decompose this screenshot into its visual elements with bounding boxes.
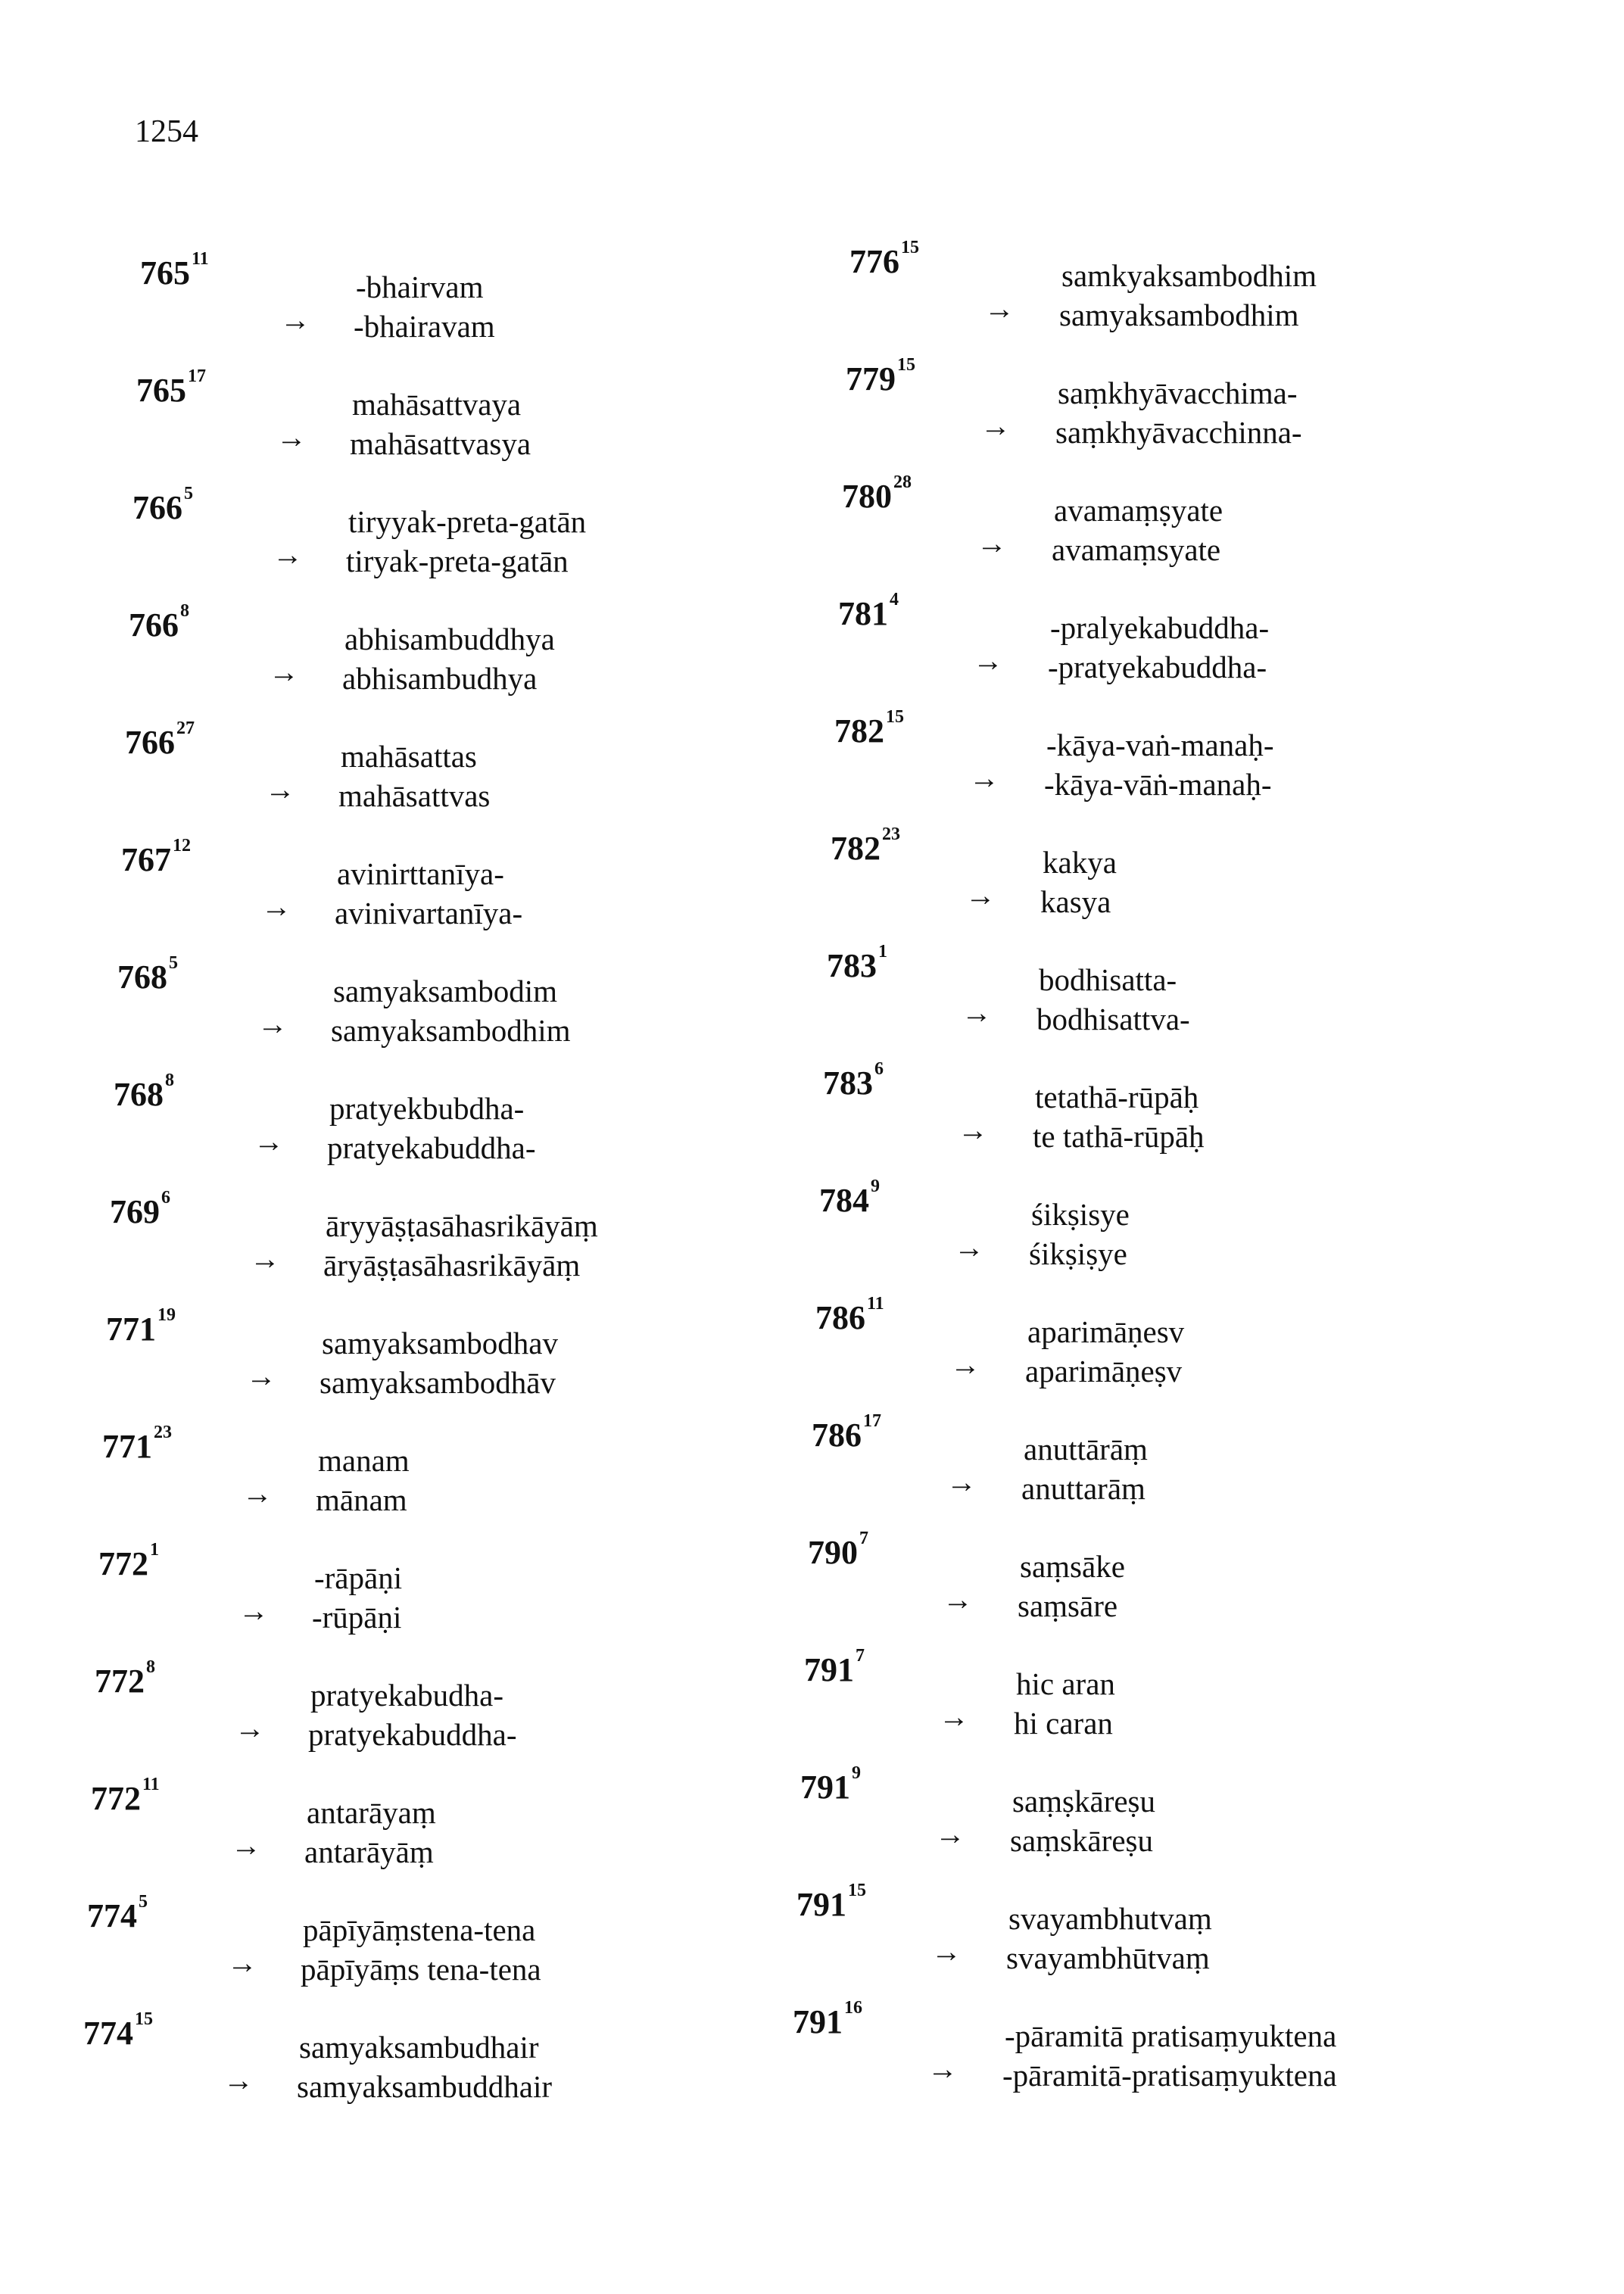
- corrected-reading: pratyekabuddha-: [327, 1130, 536, 1165]
- reference: [834, 707, 904, 750]
- corrected-reading: mahāsattvasya: [350, 426, 531, 461]
- correction-entry: [819, 1177, 1501, 1287]
- correction-entry: [129, 601, 810, 712]
- arrow-right-icon: →: [235, 1711, 265, 1745]
- corrected-reading: saṃkhyāvacchinna-: [1055, 415, 1302, 450]
- reference: [842, 472, 912, 516]
- page-ref: 783: [823, 1064, 873, 1102]
- page-ref: 786: [815, 1299, 865, 1336]
- correction-entry: [804, 1646, 1485, 1756]
- correction-entry: [793, 1998, 1474, 2109]
- corrected-reading: śikṣiṣye: [1029, 1236, 1127, 1271]
- correction-entry: [106, 1305, 787, 1416]
- reference: [808, 1529, 868, 1572]
- arrow-right-icon: →: [962, 996, 992, 1030]
- page-ref: 774: [83, 2015, 133, 2052]
- arrow-right-icon: →: [231, 1828, 261, 1862]
- arrow-right-icon: →: [223, 2063, 254, 2097]
- arrow-right-icon: →: [254, 1124, 284, 1158]
- page-ref: 772: [98, 1545, 148, 1582]
- original-reading: hic aran: [1016, 1666, 1115, 1701]
- correction-entry: [812, 1411, 1493, 1522]
- corrected-reading: hi caran: [1014, 1706, 1113, 1741]
- page-ref: 774: [87, 1897, 137, 1934]
- correction-entry: [117, 953, 799, 1064]
- reference: [129, 601, 189, 644]
- line-ref: 23: [154, 1423, 172, 1442]
- arrow-right-icon: →: [269, 655, 299, 689]
- original-reading: anuttārāṃ: [1024, 1432, 1148, 1466]
- corrected-reading: anuttarāṃ: [1021, 1471, 1146, 1506]
- arrow-right-icon: →: [935, 1817, 965, 1851]
- original-reading: samyaksambodim: [333, 974, 558, 1008]
- original-reading: samkyaksambodhim: [1061, 258, 1317, 293]
- reference: [838, 590, 899, 633]
- arrow-right-icon: →: [242, 1476, 273, 1510]
- correction-entry: [110, 1188, 791, 1298]
- arrow-right-icon: →: [969, 761, 999, 795]
- corrected-reading: pratyekabuddha-: [308, 1717, 517, 1752]
- correction-entry: [91, 1775, 772, 1885]
- original-reading: tetathā-rūpāḥ: [1035, 1080, 1199, 1114]
- arrow-right-icon: →: [250, 1242, 280, 1276]
- line-ref: 27: [176, 718, 195, 738]
- correction-entry: [95, 1657, 776, 1768]
- corrected-reading: -rūpāṇi: [312, 1600, 402, 1635]
- page-number: 1254: [135, 114, 198, 149]
- reference: [110, 1188, 170, 1231]
- arrow-right-icon: →: [276, 420, 307, 454]
- correction-entry: [834, 707, 1516, 818]
- original-reading: pratyekbubdha-: [329, 1091, 525, 1126]
- corrected-reading: mahāsattvas: [338, 778, 491, 813]
- page-ref: 772: [95, 1663, 145, 1700]
- arrow-right-icon: →: [927, 2052, 958, 2086]
- corrected-reading: -pāramitā-pratisaṃyuktena: [1002, 2058, 1337, 2093]
- reference: [98, 1540, 159, 1583]
- line-ref: 11: [142, 1775, 160, 1794]
- reference: [106, 1305, 176, 1348]
- corrected-reading: saṃsāre: [1018, 1588, 1118, 1623]
- corrected-reading: aparimāṇeṣv: [1025, 1354, 1183, 1389]
- correction-entry: [121, 836, 803, 946]
- page-ref: 765: [136, 372, 186, 409]
- reference: [819, 1177, 880, 1220]
- line-ref: 5: [139, 1892, 148, 1912]
- line-ref: 8: [180, 601, 189, 621]
- page-ref: 791: [796, 1886, 846, 1923]
- reference: [125, 718, 195, 762]
- arrow-right-icon: →: [984, 291, 1015, 326]
- arrow-right-icon: →: [965, 878, 996, 912]
- page-ref: 791: [793, 2003, 843, 2040]
- corrected-reading: bodhisattva-: [1036, 1002, 1190, 1036]
- original-reading: -kāya-vaṅ-manaḥ-: [1046, 728, 1274, 762]
- page-ref: 779: [846, 360, 896, 397]
- line-ref: 16: [844, 1998, 862, 2018]
- line-ref: 5: [169, 953, 178, 973]
- correction-entry: [132, 484, 814, 594]
- line-ref: 5: [184, 484, 193, 503]
- corrected-reading: mānam: [316, 1482, 407, 1517]
- correction-entry: [87, 1892, 768, 2003]
- original-reading: samyaksambodhav: [322, 1326, 558, 1361]
- correction-entry: [838, 590, 1520, 700]
- original-reading: -pāramitā pratisaṃyuktena: [1005, 2018, 1337, 2053]
- page-ref: 791: [800, 1769, 850, 1806]
- line-ref: 12: [173, 836, 191, 856]
- page-ref: 790: [808, 1534, 858, 1571]
- reference: [91, 1775, 160, 1818]
- corrected-reading: -pratyekabuddha-: [1048, 650, 1267, 684]
- original-reading: bodhisatta-: [1039, 962, 1177, 997]
- reference: [815, 1294, 884, 1337]
- line-ref: 8: [165, 1071, 174, 1090]
- arrow-right-icon: →: [261, 890, 291, 924]
- corrected-reading: kasya: [1040, 884, 1111, 919]
- page-ref: 767: [121, 841, 171, 878]
- original-reading: mahāsattvaya: [352, 387, 522, 422]
- correction-entry: [849, 238, 1531, 348]
- line-ref: 23: [882, 824, 900, 844]
- original-reading: samyaksambudhair: [299, 2030, 539, 2065]
- corrected-reading: samyaksambodhāv: [320, 1365, 556, 1400]
- reference: [117, 953, 178, 996]
- reference: [136, 366, 206, 410]
- page-ref: 776: [849, 243, 899, 280]
- arrow-right-icon: →: [265, 772, 295, 806]
- correction-entry: [846, 355, 1527, 466]
- line-ref: 4: [890, 590, 899, 609]
- original-reading: svayambhutvaṃ: [1008, 1901, 1212, 1936]
- page-ref: 784: [819, 1182, 869, 1219]
- page-ref: 765: [140, 254, 190, 291]
- corrected-reading: abhisambudhya: [342, 661, 538, 696]
- page-ref: 769: [110, 1193, 160, 1230]
- page-ref: 791: [804, 1651, 854, 1688]
- line-ref: 19: [157, 1305, 176, 1325]
- correction-entry: [831, 824, 1512, 935]
- original-reading: śikṣisye: [1031, 1197, 1130, 1232]
- page-ref: 772: [91, 1780, 141, 1817]
- original-reading: mahāsattas: [341, 739, 477, 774]
- reference: [804, 1646, 865, 1689]
- line-ref: 7: [859, 1529, 868, 1548]
- arrow-right-icon: →: [246, 1359, 276, 1393]
- page-ref: 783: [827, 947, 877, 984]
- arrow-right-icon: →: [273, 538, 303, 572]
- correction-entry: [827, 942, 1508, 1052]
- line-ref: 7: [856, 1646, 865, 1666]
- arrow-right-icon: →: [980, 409, 1011, 443]
- correction-entry: [800, 1763, 1482, 1874]
- corrected-reading: saṃskāreṣu: [1010, 1823, 1154, 1858]
- reference: [793, 1998, 862, 2041]
- page-ref: 771: [106, 1311, 156, 1348]
- original-reading: tiryyak-preta-gatān: [348, 504, 587, 539]
- original-reading: saṃkhyāvacchima-: [1058, 376, 1298, 410]
- reference: [849, 238, 919, 281]
- correction-entry: [815, 1294, 1497, 1404]
- line-ref: 1: [878, 942, 887, 962]
- original-reading: -pralyekabuddha-: [1050, 610, 1270, 645]
- line-ref: 28: [893, 472, 912, 492]
- line-ref: 17: [188, 366, 206, 386]
- reference: [121, 836, 191, 879]
- reference: [87, 1892, 148, 1935]
- line-ref: 6: [161, 1188, 170, 1208]
- reference: [83, 2009, 153, 2052]
- original-reading: kakya: [1043, 845, 1117, 880]
- line-ref: 17: [863, 1411, 881, 1431]
- original-reading: avamaṃṣyate: [1054, 493, 1223, 528]
- line-ref: 15: [886, 707, 904, 727]
- page-ref: 786: [812, 1417, 862, 1454]
- corrected-reading: avamaṃsyate: [1052, 532, 1221, 567]
- line-ref: 11: [867, 1294, 884, 1314]
- correction-entry: [98, 1540, 780, 1650]
- correction-entry: [125, 718, 806, 829]
- reference: [796, 1881, 866, 1924]
- corrected-reading: te tathā-rūpāḥ: [1033, 1119, 1205, 1154]
- line-ref: 1: [150, 1540, 159, 1560]
- arrow-right-icon: →: [227, 1946, 257, 1980]
- corrected-reading: pāpīyāṃs tena-tena: [301, 1952, 541, 1987]
- correction-entry: [808, 1529, 1489, 1639]
- reference: [831, 824, 900, 868]
- page-ref: 766: [129, 606, 179, 644]
- arrow-right-icon: →: [931, 1934, 962, 1968]
- corrected-reading: tiryak-preta-gatān: [346, 544, 569, 578]
- page-ref: 768: [117, 958, 167, 996]
- line-ref: 9: [871, 1177, 880, 1196]
- line-ref: 11: [192, 249, 209, 269]
- arrow-right-icon: →: [238, 1594, 269, 1628]
- reference: [95, 1657, 155, 1700]
- original-reading: saṃṣkāreṣu: [1012, 1784, 1156, 1819]
- corrected-reading: samyaksambodhim: [1059, 298, 1299, 332]
- page-ref: 782: [831, 830, 881, 867]
- page-ref: 766: [125, 724, 175, 761]
- line-ref: 15: [897, 355, 915, 375]
- line-ref: 15: [135, 2009, 153, 2029]
- arrow-right-icon: →: [943, 1582, 973, 1616]
- original-reading: antarāyaṃ: [307, 1795, 436, 1830]
- original-reading: saṃsāke: [1020, 1549, 1125, 1584]
- corrected-reading: avinivartanīya-: [335, 896, 523, 930]
- reference: [823, 1059, 884, 1102]
- arrow-right-icon: →: [950, 1348, 980, 1382]
- reference: [114, 1071, 174, 1114]
- page-ref: 771: [102, 1428, 152, 1465]
- original-reading: manam: [318, 1443, 410, 1478]
- original-reading: aparimāṇesv: [1027, 1314, 1185, 1349]
- arrow-right-icon: →: [257, 1007, 288, 1041]
- arrow-right-icon: →: [973, 644, 1003, 678]
- reference: [102, 1423, 172, 1466]
- corrected-reading: samyaksambodhim: [331, 1013, 571, 1048]
- original-reading: -rāpāṇi: [314, 1560, 403, 1595]
- reference: [812, 1411, 881, 1454]
- page-ref: 768: [114, 1076, 164, 1113]
- corrected-reading: -bhairavam: [354, 309, 495, 344]
- corrected-reading: antarāyāṃ: [304, 1834, 434, 1869]
- arrow-right-icon: →: [954, 1230, 984, 1264]
- correction-entry: [136, 366, 818, 477]
- original-reading: abhisambuddhya: [344, 622, 555, 656]
- correction-entry: [796, 1881, 1478, 1991]
- reference: [800, 1763, 861, 1806]
- original-reading: pāpīyāṃstena-tena: [303, 1912, 536, 1947]
- arrow-right-icon: →: [977, 526, 1007, 560]
- reference: [827, 942, 887, 985]
- reference: [846, 355, 915, 398]
- line-ref: 8: [146, 1657, 155, 1677]
- correction-entry: [823, 1059, 1504, 1170]
- line-ref: 15: [901, 238, 919, 257]
- reference: [132, 484, 193, 527]
- arrow-right-icon: →: [280, 303, 310, 337]
- correction-entry: [102, 1423, 784, 1533]
- reference: [140, 249, 209, 292]
- original-reading: -bhairvam: [356, 270, 484, 304]
- corrected-reading: samyaksambuddhair: [297, 2069, 553, 2104]
- original-reading: pratyekabudha-: [310, 1678, 503, 1713]
- page-ref: 781: [838, 595, 888, 632]
- line-ref: 15: [848, 1881, 866, 1900]
- line-ref: 6: [874, 1059, 884, 1079]
- original-reading: avinirttanīya-: [337, 856, 504, 891]
- line-ref: 9: [852, 1763, 861, 1783]
- arrow-right-icon: →: [946, 1465, 977, 1499]
- corrected-reading: āryāṣṭasāhasrikāyāṃ: [323, 1248, 581, 1283]
- correction-entry: [83, 2009, 765, 2120]
- corrected-reading: svayambhūtvaṃ: [1006, 1940, 1210, 1975]
- arrow-right-icon: →: [958, 1113, 988, 1147]
- correction-entry: [140, 249, 821, 360]
- page-ref: 782: [834, 712, 884, 750]
- correction-entry: [114, 1071, 795, 1181]
- arrow-right-icon: →: [939, 1700, 969, 1734]
- correction-entry: [842, 472, 1523, 583]
- original-reading: āryyāṣṭasāhasrikāyāṃ: [326, 1208, 598, 1243]
- corrected-reading: -kāya-vāṅ-manaḥ-: [1044, 767, 1272, 802]
- page-ref: 780: [842, 478, 892, 515]
- page-ref: 766: [132, 489, 182, 526]
